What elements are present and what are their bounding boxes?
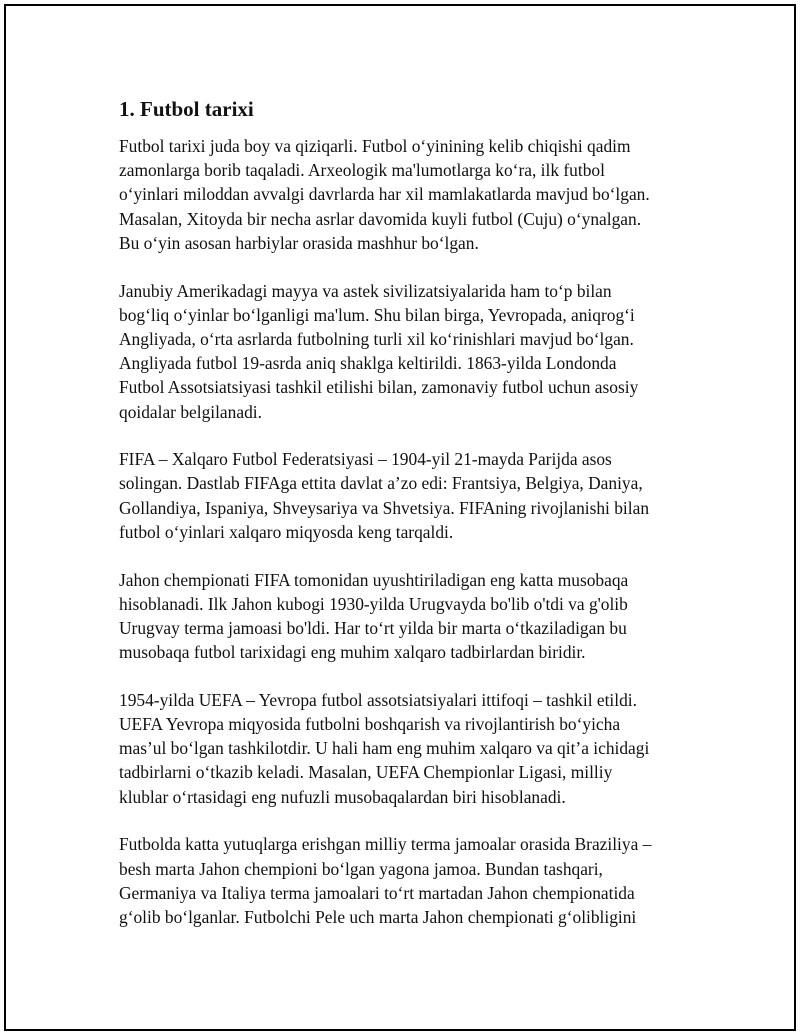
paragraph xyxy=(119,447,699,544)
text-line: Jahon chempionati FIFA tomonidan uyushtiriladigan eng katta musobaqa xyxy=(119,569,629,590)
paragraph xyxy=(119,279,699,424)
text-line: Angliyada futbol 19-asrda aniq shaklga keltirildi. 1863-yilda Londonda xyxy=(119,353,617,374)
text-line: klublar o‘rtasidagi eng nufuzli musobaqalardan biri hisoblanadi. xyxy=(119,786,566,807)
text-line: UEFA Yevropa miqyosida futbolni boshqarish va rivojlantirish bo‘yicha xyxy=(119,714,621,735)
text-line: Bu o‘yin asosan harbiylar orasida mashhur bo‘lgan. xyxy=(119,232,479,253)
text-line: musobaqa futbol tarixidagi eng muhim xalqaro tadbirlardan biridir. xyxy=(119,642,586,663)
text-line: zamonlarga borib taqaladi. Arxeologik ma'lumotlarga ko‘ra, ilk futbol xyxy=(119,160,605,181)
text-line: bog‘liq o‘yinlar bo‘lganligi ma'lum. Shu bilan birga, Yevropada, aniqrog‘i xyxy=(119,304,635,325)
text-line: hisoblanadi. Ilk Jahon kubogi 1930-yilda Urugvayda bo'lib o'tdi va g'olib xyxy=(119,593,628,614)
paragraph xyxy=(119,688,699,809)
text-line: Futbol tarixi juda boy va qiziqarli. Futbol o‘yinining kelib chiqishi qadim xyxy=(119,136,631,156)
document-body xyxy=(119,96,699,953)
text-line: Urugvay terma jamoasi bo'ldi. Har to‘rt yilda bir marta o‘tkaziladigan bu xyxy=(119,617,627,638)
text-line: qoidalar belgilanadi. xyxy=(119,401,262,422)
text-line: FIFA – Xalqaro Futbol Federatsiyasi – 1904-yil 21-mayda Parijda asos xyxy=(119,449,612,470)
page-title: 1. Futbol tarixi xyxy=(119,97,254,121)
paragraph xyxy=(119,134,699,255)
text-line: tadbirlarni o‘tkazib keladi. Masalan, UEFA Chempionlar Ligasi, milliy xyxy=(119,762,613,783)
text-line: futbol o‘yinlari xalqaro miqyosda keng tarqaldi. xyxy=(119,521,454,542)
text-line: g‘olib bo‘lganlar. Futbolchi Pele uch marta Jahon chempionati g‘olibligini xyxy=(119,906,637,927)
page xyxy=(4,4,796,1031)
text-line: Futbolda katta yutuqlarga erishgan milliy terma jamoalar orasida Braziliya – xyxy=(119,834,652,855)
text-line: 1954-yilda UEFA – Yevropa futbol assotsiatsiyalari ittifoqi – tashkil etildi. xyxy=(119,689,637,710)
text-line: Angliyada, o‘rta asrlarda futbolning turli xil ko‘rinishlari mavjud bo‘lgan. xyxy=(119,328,634,349)
paragraph xyxy=(119,568,699,665)
text-line: Masalan, Xitoyda bir necha asrlar davomida kuyli futbol (Cuju) o‘ynalgan. xyxy=(119,208,642,229)
text-line: o‘yinlari miloddan avvalgi davrlarda har xil mamlakatlarda mavjud bo‘lgan. xyxy=(119,184,650,205)
text-line: Gollandiya, Ispaniya, Shveysariya va Shvetsiya. FIFAning rivojlanishi bilan xyxy=(119,497,650,518)
text-line: mas’ul bo‘lgan tashkilotdir. U hali ham eng muhim xalqaro va qit’a ichidagi xyxy=(119,738,650,759)
text-line: Futbol Assotsiatsiyasi tashkil etilishi bilan, zamonaviy futbol uchun asosiy xyxy=(119,377,639,398)
paragraph xyxy=(119,832,699,929)
text-line: besh marta Jahon chempioni bo‘lgan yagona jamoa. Bundan tashqari, xyxy=(119,858,603,879)
text-line: Germaniya va Italiya terma jamoalari to‘rt martadan Jahon chempionatida xyxy=(119,882,635,903)
text-line: Janubiy Amerikadagi mayya va astek sivilizatsiyalarida ham to‘p bilan xyxy=(119,280,612,301)
text-line: solingan. Dastlab FIFAga ettita davlat a’zo edi: Frantsiya, Belgiya, Daniya, xyxy=(119,473,643,494)
